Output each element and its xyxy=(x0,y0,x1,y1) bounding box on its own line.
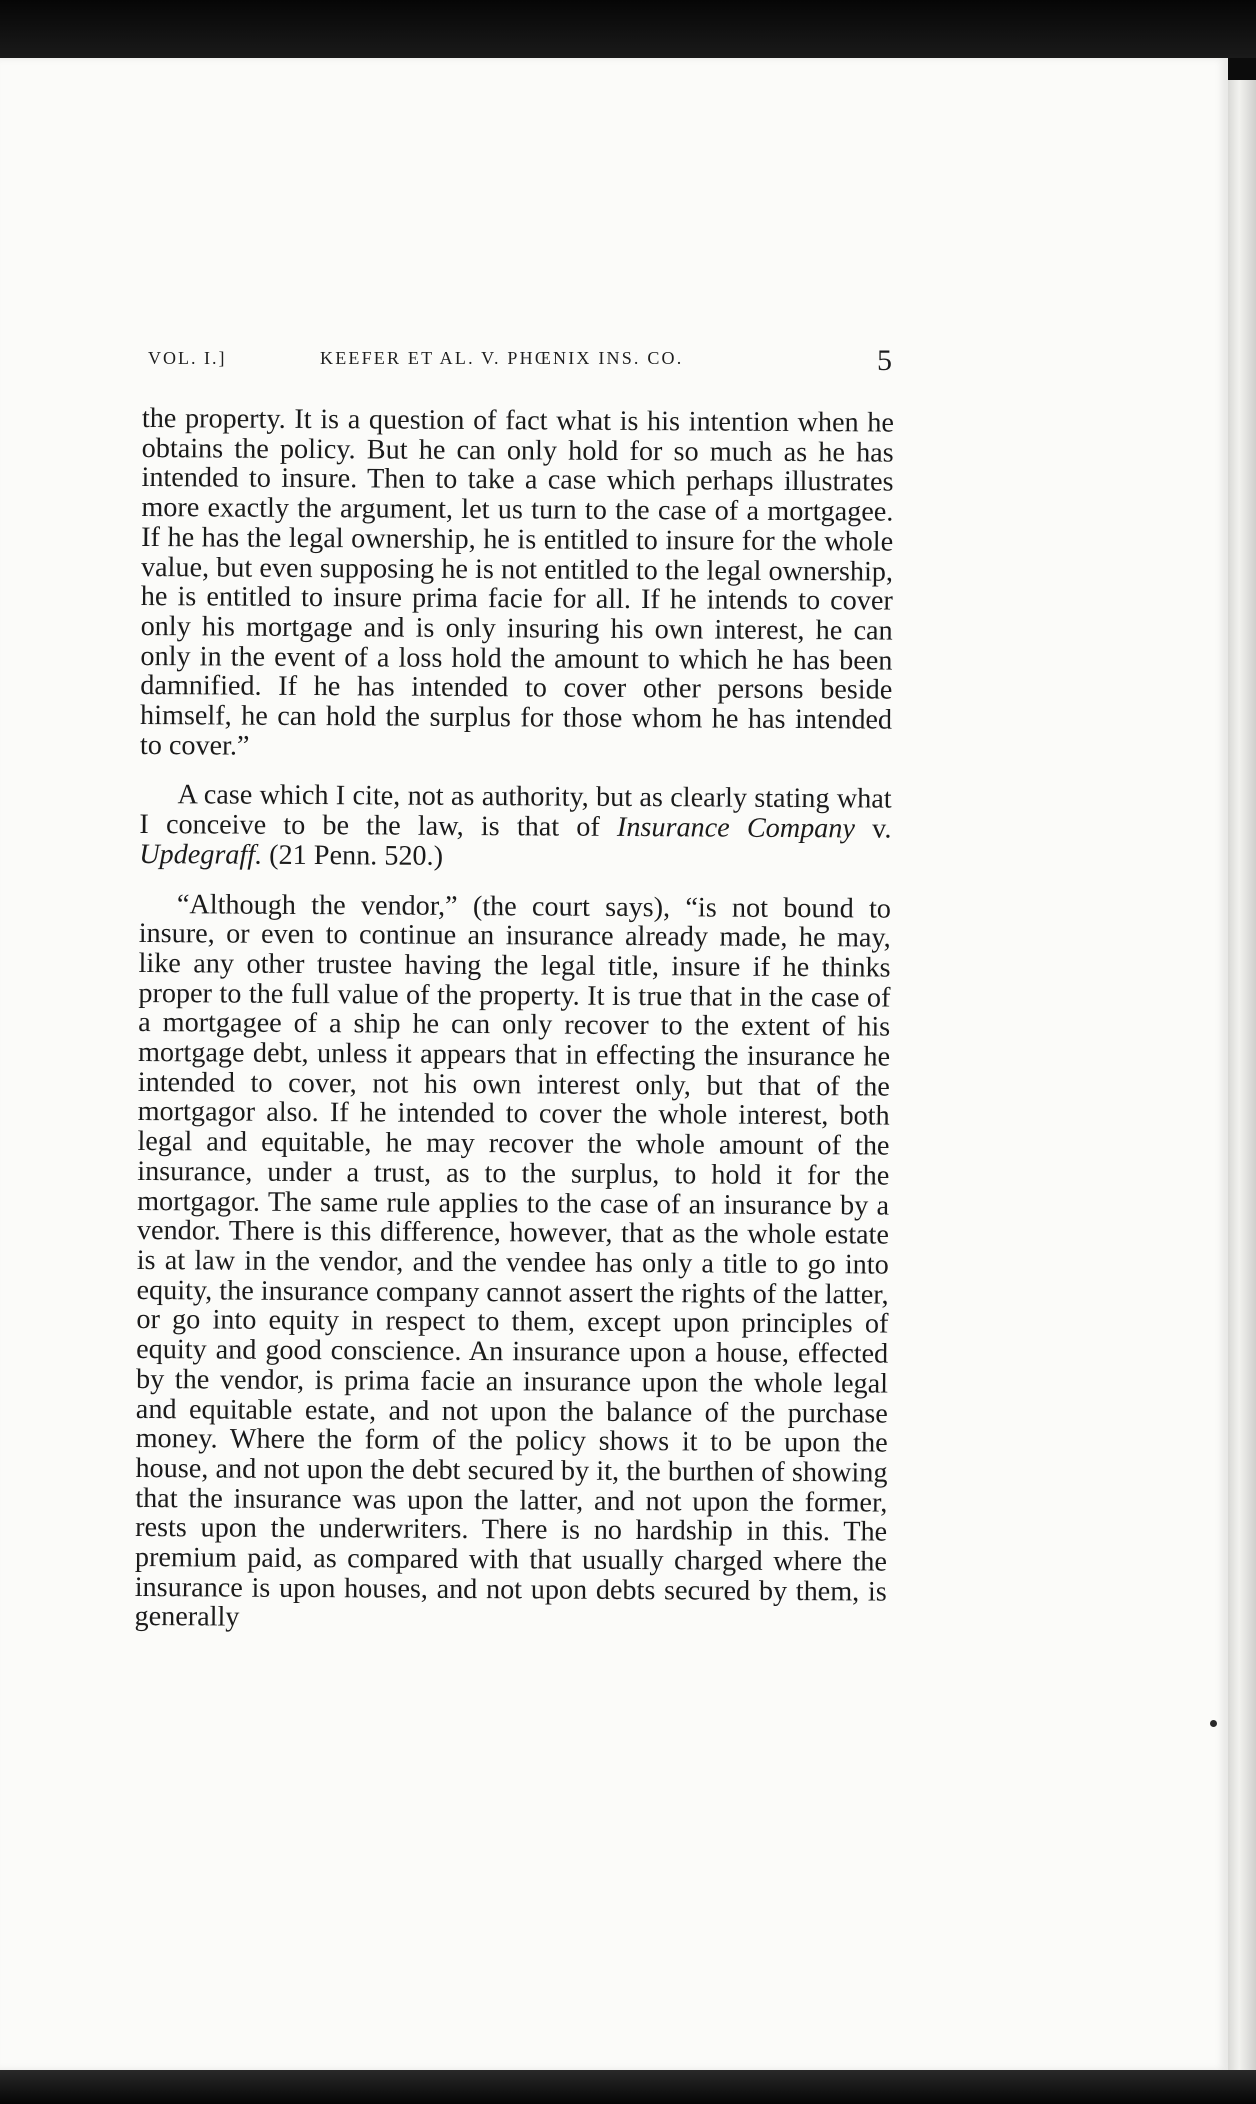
case-versus: v. xyxy=(854,813,892,845)
paragraph-quote-end: the property. It is a question of fact what is his intention when he obtains the policy. But he can only hold for so much as he has intended to insure. Then to take a case which perhaps illustrates more exactly the argument, let us turn to the case of a mortgagee. If he has the legal ownership, he is entitled to insure for the whole value, but even supposing he is not entitled to the legal ownership, he is entitled to insure prima facie for all. If he intends to cover only his mortgage and is only insuring his own interest, he can only in the event of a loss hold the amount to which he has been damnified. If he has intended to cover other persons beside himself, he can hold the surplus for those whom he has intended to cover.” xyxy=(139,403,894,762)
scan-bottom-border xyxy=(0,2070,1256,2104)
case-intro-text: A case which I cite, not as authority, but as clearly stating what I conceive to be the law, is that of xyxy=(139,779,892,844)
paragraph-court-quote: “Although the vendor,” (the court says), “is not bound to insure, or even to continue an insurance already made, he may, like any other trustee having the legal title, insure if he thinks proper to the full value of the property. It is true that in the case of a mortgagee of a ship he can only recover to the extent of his mortgage debt, unless it appears that in effecting the insurance he intended to cover, not his own interest only, but that of the mortgagor also. If he intended to cover the whole interest, both legal and equitable, he may recover the whole amount of the insurance, under a trust, as to the surplus, to hold it for the mortgagor. The same rule applies to the case of an insurance by a vendor. There is this difference, however, that as the whole estate is at law in the vendor, and the vendee has only a title to go into equity, the insurance company cannot assert the rights of the latter, or go into equity in respect to them, except upon principles of equity and good conscience. An insurance upon a house, effected by the vendor, is prima facie an insurance upon the whole legal and equitable estate, and not upon the balance of the purchase money. Where the form of the policy shows it to be upon the house, and not upon the debt secured by it, the burthen of showing that the insurance was upon the latter, and not upon the former, rests upon the underwriters. There is no hardship in this. The premium paid, as compared with that usually charged where the insurance is upon houses, and not upon debts secured by them, is generally xyxy=(134,888,892,1634)
case-name-b: Updegraff. xyxy=(139,838,263,871)
case-title: KEEFER ET AL. V. PHŒNIX INS. CO. xyxy=(320,348,684,368)
case-name-a: Insurance Company xyxy=(616,812,856,845)
scan-speck xyxy=(1210,1720,1217,1727)
scan-top-border xyxy=(0,0,1256,58)
case-citation: (21 Penn. 520.) xyxy=(262,839,444,872)
page-fore-edge xyxy=(1228,80,1256,2070)
page-number: 5 xyxy=(877,344,892,377)
running-head xyxy=(148,346,892,382)
volume-label: VOL. I.] xyxy=(148,348,227,368)
paragraph-case-citation xyxy=(139,780,892,874)
page-body xyxy=(134,404,893,1637)
